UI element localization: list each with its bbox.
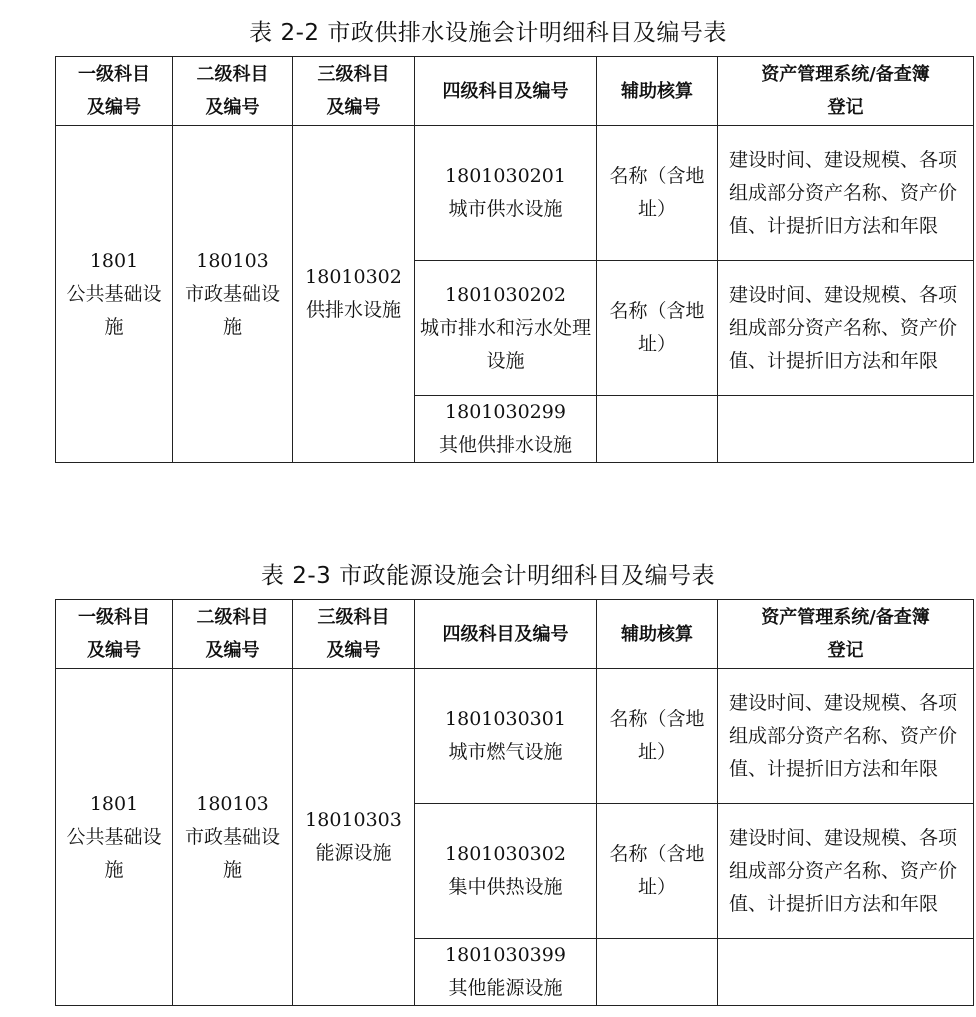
register-cell (718, 396, 974, 463)
aux-cell: 名称（含地址） (597, 261, 718, 396)
level3-cell: 18010303 能源设施 (293, 669, 415, 1006)
header-aux: 辅助核算 (597, 57, 718, 126)
table-title: 表 2-3 市政能源设施会计明细科目及编号表 (260, 563, 716, 589)
level2-cell: 180103 市政基础设施 (173, 126, 293, 463)
register-cell (718, 939, 974, 1006)
account-table (55, 56, 974, 463)
header-row (56, 600, 974, 669)
aux-cell: 名称（含地址） (597, 126, 718, 261)
level2-cell: 180103 市政基础设施 (173, 669, 293, 1006)
header-level2: 二级科目 及编号 (173, 600, 293, 669)
header-level1: 一级科目 及编号 (56, 600, 173, 669)
header-level2: 二级科目 及编号 (173, 57, 293, 126)
level4-cell: 1801030202 城市排水和污水处理设施 (415, 261, 597, 396)
header-level1: 一级科目 及编号 (56, 57, 173, 126)
header-aux: 辅助核算 (597, 600, 718, 669)
aux-cell: 名称（含地址） (597, 669, 718, 804)
level4-cell: 1801030302 集中供热设施 (415, 804, 597, 939)
register-cell: 建设时间、建设规模、各项组成部分资产名称、资产价值、计提折旧方法和年限 (718, 804, 974, 939)
header-level3: 三级科目 及编号 (293, 600, 415, 669)
header-row (56, 57, 974, 126)
level1-cell: 1801 公共基础设施 (56, 126, 173, 463)
aux-cell (597, 396, 718, 463)
header-register: 资产管理系统/备查簿 登记 (718, 600, 974, 669)
header-level4: 四级科目及编号 (415, 600, 597, 669)
level1-cell: 1801 公共基础设施 (56, 669, 173, 1006)
account-table (55, 599, 974, 1006)
table-title: 表 2-2 市政供排水设施会计明细科目及编号表 (249, 20, 727, 46)
level4-cell: 1801030399 其他能源设施 (415, 939, 597, 1006)
aux-cell: 名称（含地址） (597, 804, 718, 939)
table-row (56, 126, 974, 261)
register-cell: 建设时间、建设规模、各项组成部分资产名称、资产价值、计提折旧方法和年限 (718, 669, 974, 804)
level4-cell: 1801030299 其他供排水设施 (415, 396, 597, 463)
table-row (56, 669, 974, 804)
register-cell: 建设时间、建设规模、各项组成部分资产名称、资产价值、计提折旧方法和年限 (718, 126, 974, 261)
level4-cell: 1801030201 城市供水设施 (415, 126, 597, 261)
header-register: 资产管理系统/备查簿 登记 (718, 57, 974, 126)
aux-cell (597, 939, 718, 1006)
register-cell: 建设时间、建设规模、各项组成部分资产名称、资产价值、计提折旧方法和年限 (718, 261, 974, 396)
level4-cell: 1801030301 城市燃气设施 (415, 669, 597, 804)
header-level3: 三级科目 及编号 (293, 57, 415, 126)
header-level4: 四级科目及编号 (415, 57, 597, 126)
level3-cell: 18010302 供排水设施 (293, 126, 415, 463)
